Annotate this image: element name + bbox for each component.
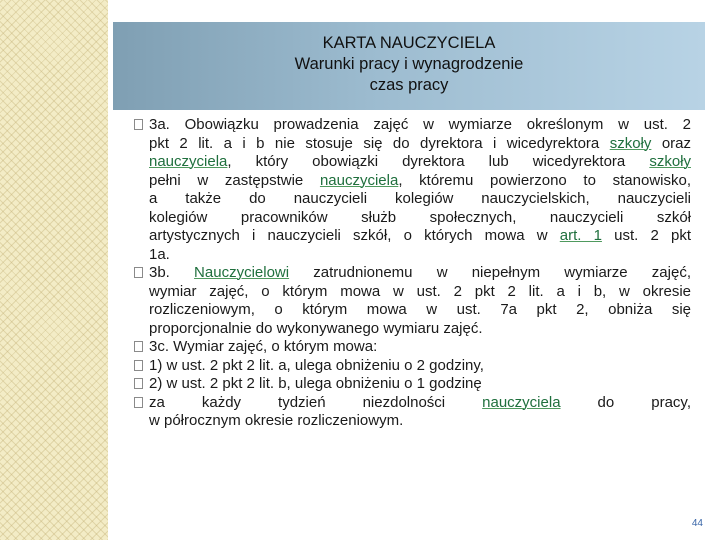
text-segment: oraz [651, 134, 691, 152]
bullet-box-icon [134, 341, 143, 352]
term-link[interactable]: nauczyciela [149, 153, 228, 170]
text-line [149, 338, 691, 357]
text-line [149, 135, 691, 154]
slide-title-line-2: Warunki pracy i wynagrodzenie [294, 55, 524, 73]
text-segment: pełni w zastępstwie [149, 171, 320, 189]
term-link[interactable]: Nauczycielowi [194, 264, 290, 281]
slide-title-box [113, 22, 705, 110]
text-segment: 3a. Obowiązku prowadzenia zajęć w wymiarze określonym w ust. 2 [149, 116, 691, 133]
text-line [149, 412, 691, 431]
text-line [149, 190, 691, 209]
text-segment: artystycznych i nauczycieli szkół, o których mowa w [149, 227, 560, 244]
text-segment: wymiar zajęć, o którym mowa w ust. 2 pkt 2 lit. a i b, w okresie [149, 282, 691, 300]
text-segment: proporcjonalnie do wykonywanego wymiaru zajęć. [149, 319, 483, 337]
term-link[interactable]: nauczyciela [482, 393, 561, 411]
term-link[interactable]: szkoły [609, 134, 652, 152]
decorative-side-stripe [0, 0, 108, 540]
text-segment: 1) w ust. 2 pkt 2 lit. a, ulega obniżeniu o 2 godziny, [149, 356, 484, 374]
text-line [149, 301, 691, 320]
text-segment: , któremu powierzono to stanowisko, [398, 171, 691, 189]
bullet-item [134, 264, 691, 338]
bullet-item [134, 116, 691, 264]
text-line [149, 153, 691, 172]
bullet-item [134, 357, 691, 376]
text-line [149, 264, 691, 283]
text-line [149, 116, 691, 135]
text-segment: 1a. [149, 245, 170, 263]
text-segment: zatrudnionemu w niepełnym wymiarze zajęć, [289, 264, 691, 281]
bullet-box-icon [134, 397, 143, 408]
text-line [149, 283, 691, 302]
text-line [149, 246, 691, 265]
text-line [149, 375, 691, 394]
slide-body [134, 116, 691, 431]
bullet-box-icon [134, 360, 143, 371]
text-segment: 2) w ust. 2 pkt 2 lit. b, ulega obniżeniu o 1 godzinę [149, 375, 482, 392]
text-segment: kolegiów pracowników służb społecznych, nauczycieli szkół [149, 208, 691, 226]
text-segment: , który obowiązki dyrektora lub wicedyrektora [227, 153, 650, 170]
text-line [149, 320, 691, 339]
slide-title-line-3: czas pracy [369, 76, 449, 94]
term-link[interactable]: szkoły [649, 153, 691, 170]
text-segment: 3c. Wymiar zajęć, o którym mowa: [149, 338, 378, 355]
text-line [149, 209, 691, 228]
bullet-box-icon [134, 119, 143, 130]
bullet-item [134, 338, 691, 357]
text-segment: 3b. [149, 264, 195, 281]
text-segment: w półrocznym okresie rozliczeniowym. [149, 412, 404, 429]
text-segment: ust. 2 pkt [601, 227, 691, 244]
text-segment: rozliczeniowym, o którym mowa w ust. 7a pkt 2, obniża się [149, 301, 691, 318]
text-line [149, 394, 691, 413]
text-line [149, 227, 691, 246]
bullet-box-icon [134, 378, 143, 389]
text-line [149, 357, 691, 376]
page-number: 44 [691, 518, 703, 529]
text-segment: do pracy, [560, 393, 691, 411]
text-segment: za każdy tydzień niezdolności [149, 393, 483, 411]
term-link[interactable]: nauczyciela [319, 171, 399, 189]
bullet-item [134, 375, 691, 394]
bullet-item [134, 394, 691, 431]
slide-title-line-1: KARTA NAUCZYCIELA [322, 34, 496, 52]
text-segment: a także do nauczycieli kolegiów nauczycielskich, nauczycieli [149, 190, 691, 207]
text-segment: pkt 2 lit. a i b nie stosuje się do dyrektora i wicedyrektora [149, 134, 610, 152]
term-link[interactable]: art. 1 [559, 227, 602, 244]
bullet-box-icon [134, 267, 143, 278]
text-line [149, 172, 691, 191]
